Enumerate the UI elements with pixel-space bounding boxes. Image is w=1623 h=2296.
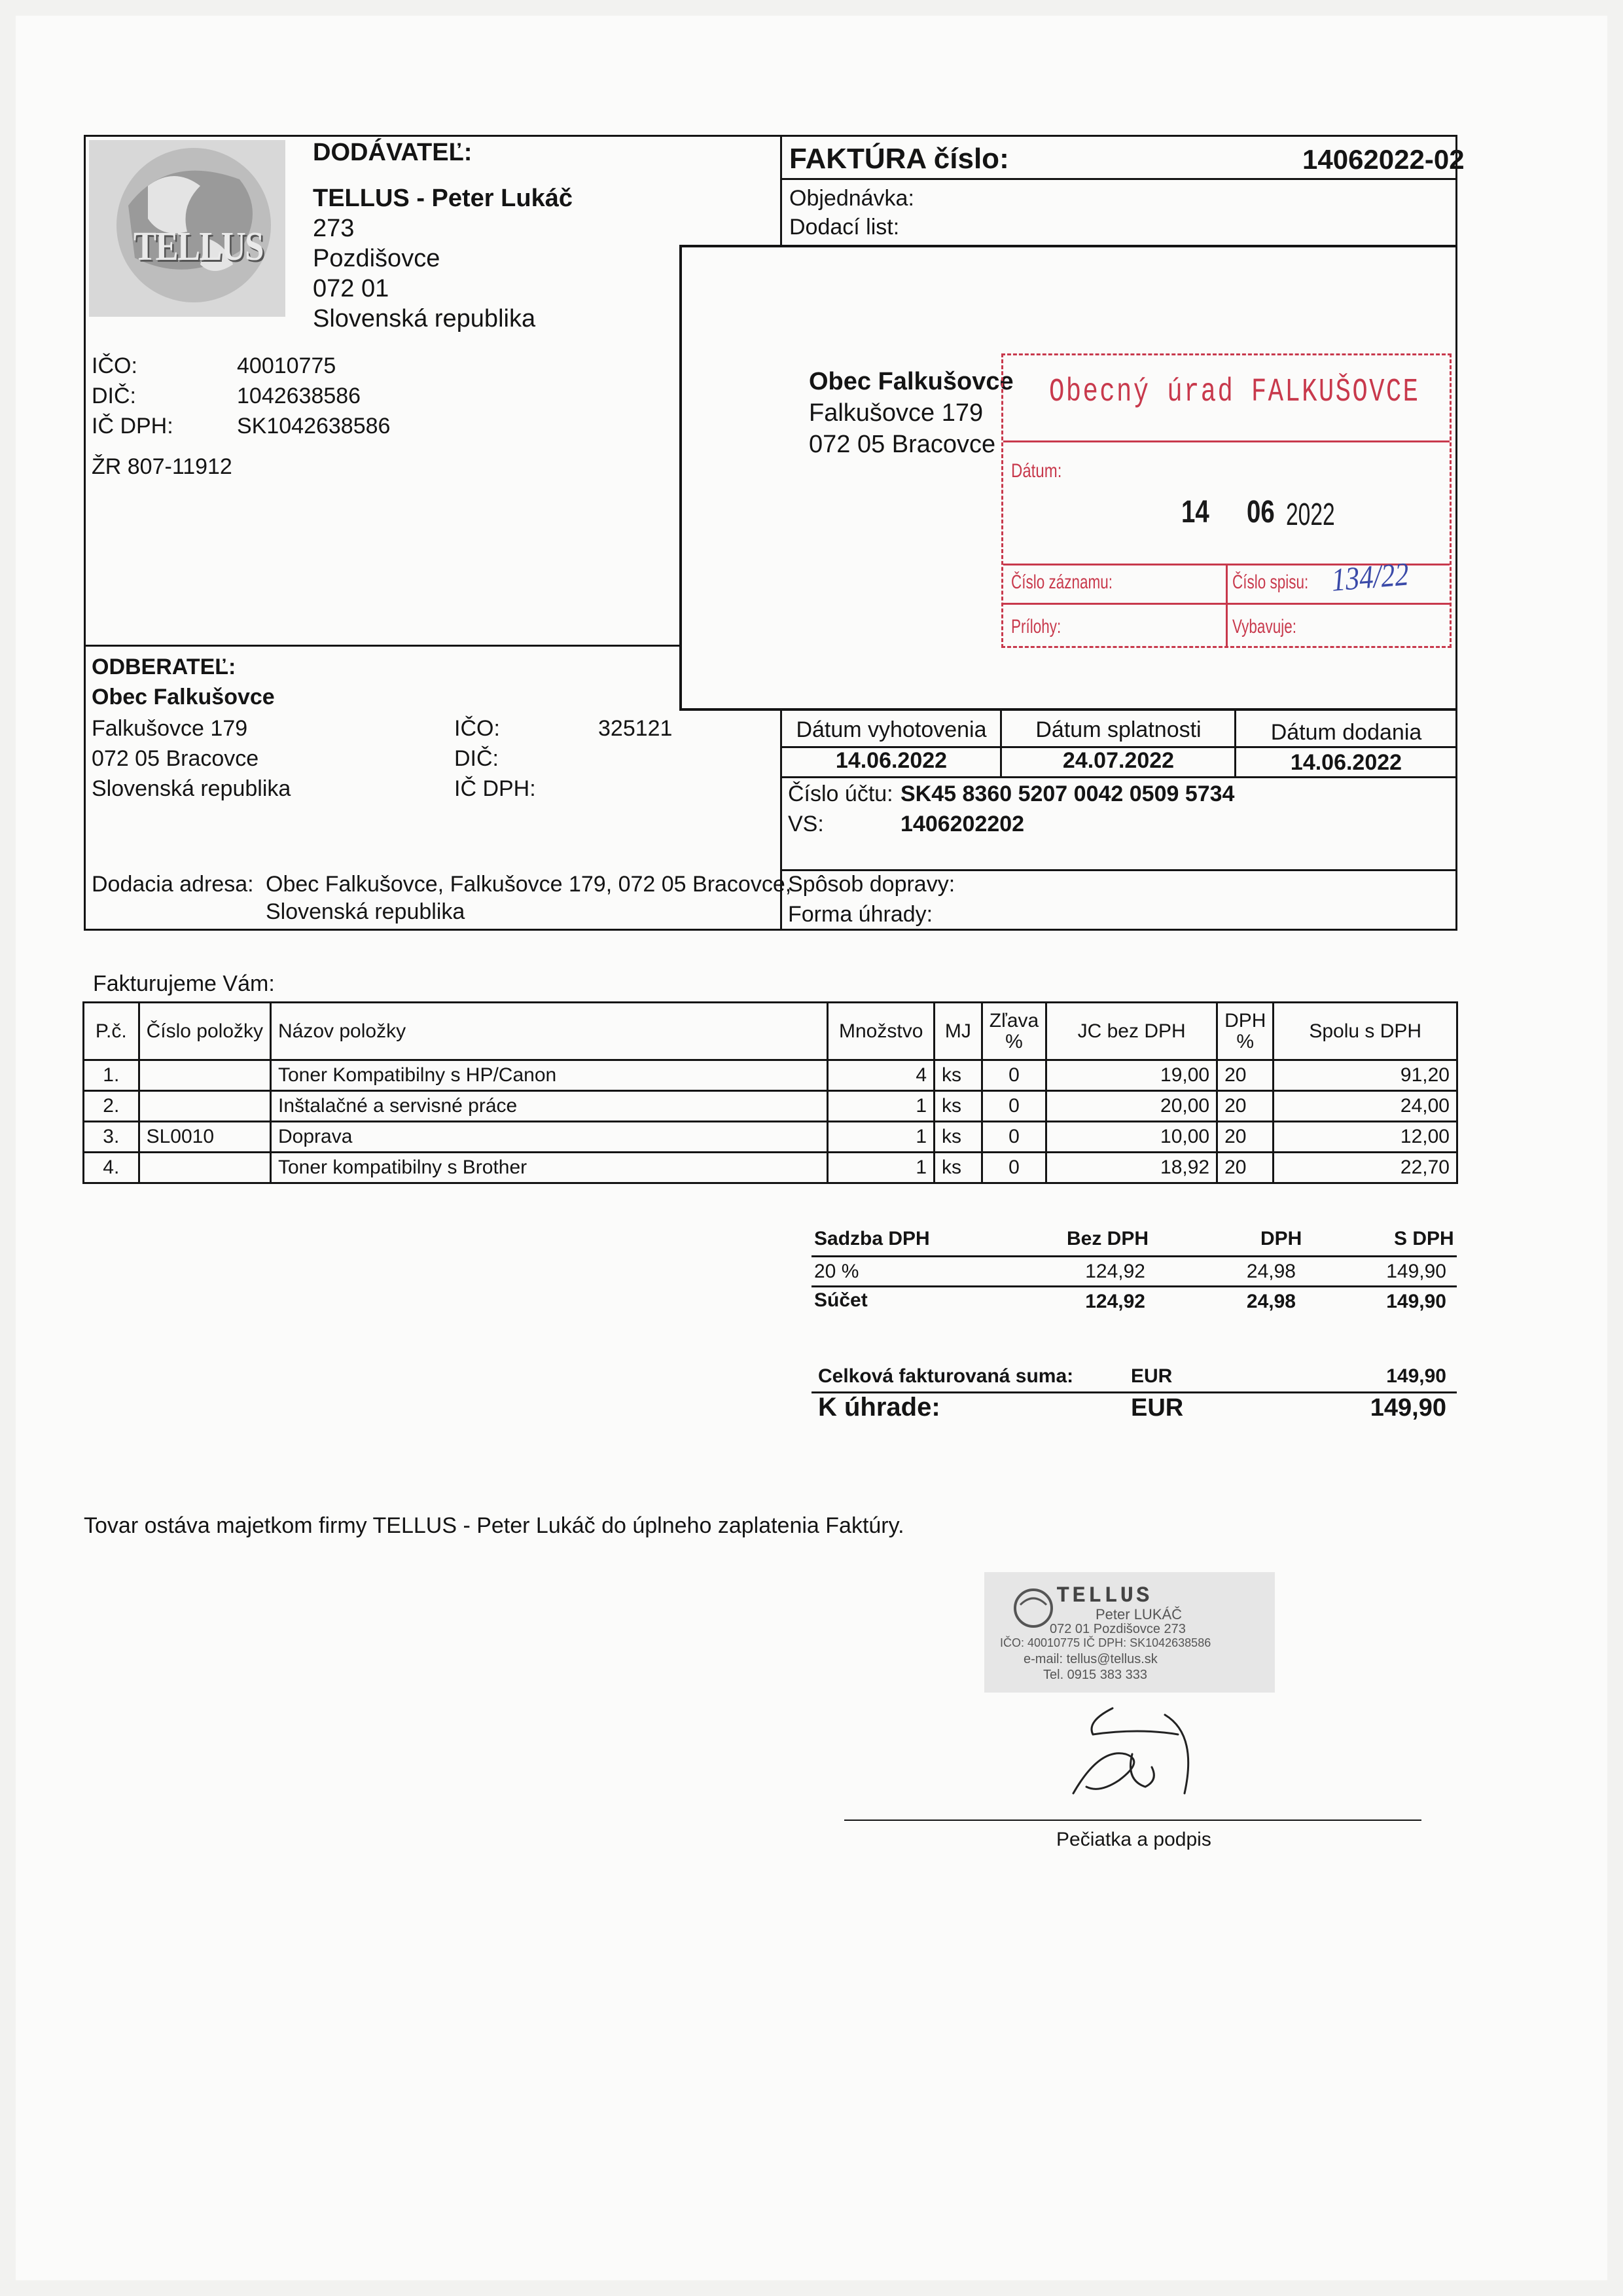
transport-label: Spôsob dopravy: xyxy=(788,872,955,897)
signature-line xyxy=(844,1820,1421,1821)
supplier-dic: 1042638586 xyxy=(237,384,361,408)
frame-top xyxy=(84,135,1457,137)
vat-header-line xyxy=(812,1255,1457,1257)
vat-rate: 20 % xyxy=(814,1261,859,1282)
item-pc: 3. xyxy=(84,1122,139,1153)
col-vat-header-l1: DPH xyxy=(1224,1009,1266,1031)
invoice-divider xyxy=(780,135,782,245)
item-mj: ks xyxy=(935,1122,982,1153)
office-stamp-handles-label: Vybavuje: xyxy=(1232,616,1296,637)
supplier-zip: 072 01 xyxy=(313,275,389,302)
invoice-title: FAKTÚRA číslo: xyxy=(789,143,1009,175)
col-total-header: Spolu s DPH xyxy=(1274,1003,1457,1060)
col-discount-header xyxy=(982,1003,1046,1060)
recipient-street: Falkušovce 179 xyxy=(809,399,984,427)
item-unit-price: 20,00 xyxy=(1046,1091,1217,1122)
supplier-dic-label: DIČ: xyxy=(92,384,136,408)
item-vat: 20 xyxy=(1217,1060,1274,1091)
recipient-city: 072 05 Bracovce xyxy=(809,431,996,458)
item-discount: 0 xyxy=(982,1091,1046,1122)
item-discount: 0 xyxy=(982,1122,1046,1153)
frame-bottom xyxy=(84,929,1457,931)
item-code xyxy=(139,1091,270,1122)
items-intro: Fakturujeme Vám: xyxy=(93,971,275,996)
customer-icdph-label: IČ DPH: xyxy=(454,776,536,801)
item-qty: 1 xyxy=(828,1153,935,1183)
customer-street: Falkušovce 179 xyxy=(92,716,248,741)
item-name: Doprava xyxy=(271,1122,828,1153)
delivery-note-label: Dodací list: xyxy=(789,215,900,240)
item-discount: 0 xyxy=(982,1153,1046,1183)
signature-label: Pečiatka a podpis xyxy=(1056,1829,1211,1850)
vat-sum-line xyxy=(812,1285,1457,1287)
customer-ico: 325121 xyxy=(598,716,673,741)
account-number: SK45 8360 5207 0042 0509 5734 xyxy=(901,781,1235,806)
frame-left xyxy=(84,135,86,931)
customer-name: Obec Falkušovce xyxy=(92,685,275,709)
col-price-header: JC bez DPH xyxy=(1046,1003,1217,1060)
due-date: 24.07.2022 xyxy=(1062,748,1175,773)
delivery-date-label: Dátum dodania xyxy=(1270,720,1422,745)
item-mj: ks xyxy=(935,1060,982,1091)
account-label: Číslo účtu: xyxy=(788,781,893,806)
dates-left-border xyxy=(780,711,782,931)
supplier-ico-label: IČO: xyxy=(92,353,137,378)
supplier-ico: 40010775 xyxy=(237,353,336,378)
office-stamp-file-label: Číslo spisu: xyxy=(1232,571,1309,593)
item-qty: 1 xyxy=(828,1091,935,1122)
handwritten-signature xyxy=(1047,1695,1217,1813)
office-stamp-date-year: 2022 xyxy=(1286,497,1335,532)
item-total: 24,00 xyxy=(1274,1091,1457,1122)
vat-base: 124,92 xyxy=(1085,1261,1145,1282)
item-vat: 20 xyxy=(1217,1153,1274,1183)
item-unit-price: 10,00 xyxy=(1046,1122,1217,1153)
vat-sum-gross: 149,90 xyxy=(1386,1291,1446,1312)
amount-due: 149,90 xyxy=(1370,1394,1446,1422)
stamp-company-name: TELLUS xyxy=(1056,1584,1152,1609)
payment-method-label: Forma úhrady: xyxy=(788,902,933,927)
vat-base-header: Bez DPH xyxy=(1067,1228,1149,1249)
dates-divider-1 xyxy=(1000,711,1002,778)
transport-top-line xyxy=(780,869,1457,871)
customer-dic-label: DIČ: xyxy=(454,746,499,771)
supplier-logo xyxy=(89,140,285,317)
supplier-trade-register: ŽR 807-11912 xyxy=(92,454,232,479)
supplier-country: Slovenská republika xyxy=(313,305,536,332)
dates-divider-2 xyxy=(1234,711,1236,778)
recipient-name: Obec Falkušovce xyxy=(809,368,1014,395)
delivery-date: 14.06.2022 xyxy=(1290,750,1402,775)
item-code xyxy=(139,1060,270,1091)
item-code xyxy=(139,1153,270,1183)
office-stamp-line-3 xyxy=(1003,603,1450,605)
table-row xyxy=(84,1122,1457,1153)
vat-sum-base: 124,92 xyxy=(1085,1291,1145,1312)
office-stamp-attachments-label: Prílohy: xyxy=(1011,616,1061,637)
item-pc: 1. xyxy=(84,1060,139,1091)
item-qty: 1 xyxy=(828,1122,935,1153)
col-name-header: Názov položky xyxy=(271,1003,828,1060)
office-stamp-line-1 xyxy=(1003,440,1450,442)
invoiced-total-label: Celková fakturovaná suma: xyxy=(818,1365,1074,1387)
vat-amount-header: DPH xyxy=(1260,1228,1302,1249)
col-vat-header xyxy=(1217,1003,1274,1060)
table-row xyxy=(84,1153,1457,1183)
amount-due-label: K úhrade: xyxy=(818,1393,940,1422)
delivery-address-label: Dodacia adresa: xyxy=(92,872,254,897)
item-mj: ks xyxy=(935,1091,982,1122)
item-unit-price: 19,00 xyxy=(1046,1060,1217,1091)
office-stamp-date-label: Dátum: xyxy=(1011,460,1062,482)
items-header-row xyxy=(84,1003,1457,1060)
office-stamp-title: Obecný úrad FALKUŠOVCE xyxy=(1049,374,1420,411)
vat-gross: 149,90 xyxy=(1386,1261,1446,1282)
customer-ico-label: IČO: xyxy=(454,716,500,741)
item-mj: ks xyxy=(935,1153,982,1183)
issue-date-label: Dátum vyhotovenia xyxy=(796,717,987,742)
item-discount: 0 xyxy=(982,1060,1046,1091)
item-vat: 20 xyxy=(1217,1122,1274,1153)
vat-sum-label: Súčet xyxy=(814,1289,868,1311)
supplier-city: Pozdišovce xyxy=(313,245,440,272)
customer-city: 072 05 Bracovce xyxy=(92,746,259,771)
stamp-line-2: 072 01 Pozdišovce 273 xyxy=(1050,1622,1186,1636)
invoiced-total: 149,90 xyxy=(1386,1365,1446,1387)
supplier-icdph: SK1042638586 xyxy=(237,414,391,439)
stamp-line-5: Tel. 0915 383 333 xyxy=(1043,1668,1148,1682)
items-table xyxy=(82,1001,1458,1184)
office-registry-stamp xyxy=(1001,353,1452,648)
col-discount-header-l1: Zľava xyxy=(989,1009,1039,1031)
item-name: Toner Kompatibilny s HP/Canon xyxy=(271,1060,828,1091)
col-code-header: Číslo položky xyxy=(139,1003,270,1060)
table-row xyxy=(84,1060,1457,1091)
frame-right xyxy=(1455,135,1457,931)
stamp-line-3: IČO: 40010775 IČ DPH: SK1042638586 xyxy=(1000,1636,1211,1649)
amount-due-currency: EUR xyxy=(1131,1394,1184,1422)
item-qty: 4 xyxy=(828,1060,935,1091)
variable-symbol: 1406202202 xyxy=(901,812,1025,836)
col-mj-header: MJ xyxy=(935,1003,982,1060)
invoice-number: 14062022-02 xyxy=(1302,144,1465,175)
invoice-title-line xyxy=(780,178,1457,180)
supplier-heading: DODÁVATEĽ: xyxy=(313,139,473,166)
item-name: Inštalačné a servisné práce xyxy=(271,1091,828,1122)
supplier-street: 273 xyxy=(313,215,355,242)
office-stamp-divider xyxy=(1226,564,1228,646)
col-pc-header: P.č. xyxy=(84,1003,139,1060)
stamp-line-1: Peter LUKÁČ xyxy=(1096,1606,1183,1623)
vat-gross-header: S DPH xyxy=(1394,1228,1454,1249)
company-stamp xyxy=(984,1572,1275,1693)
item-pc: 2. xyxy=(84,1091,139,1122)
delivery-address-line2: Slovenská republika xyxy=(266,899,465,924)
item-pc: 4. xyxy=(84,1153,139,1183)
item-total: 22,70 xyxy=(1274,1153,1457,1183)
item-vat: 20 xyxy=(1217,1091,1274,1122)
invoiced-total-currency: EUR xyxy=(1131,1365,1173,1387)
logo-wordmark: TELLUS xyxy=(134,224,263,269)
order-label: Objednávka: xyxy=(789,186,914,211)
col-qty-header: Množstvo xyxy=(828,1003,935,1060)
customer-country: Slovenská republika xyxy=(92,776,291,801)
supplier-name: TELLUS - Peter Lukáč xyxy=(313,185,573,212)
item-code: SL0010 xyxy=(139,1122,270,1153)
item-name: Toner kompatibilny s Brother xyxy=(271,1153,828,1183)
col-discount-header-l2: % xyxy=(1005,1030,1023,1052)
vat-amount: 24,98 xyxy=(1246,1261,1296,1282)
issue-date: 14.06.2022 xyxy=(835,748,948,773)
office-stamp-file-value: 134/22 xyxy=(1330,555,1410,598)
delivery-address-line1: Obec Falkušovce, Falkušovce 179, 072 05 Bracovce, xyxy=(266,872,792,897)
item-total: 12,00 xyxy=(1274,1122,1457,1153)
vat-rate-header: Sadzba DPH xyxy=(814,1228,930,1249)
ownership-note: Tovar ostáva majetkom firmy TELLUS - Peter Lukáč do úplneho zaplatenia Faktúry. xyxy=(84,1513,904,1538)
office-stamp-record-label: Číslo záznamu: xyxy=(1011,571,1113,593)
office-stamp-date-day: 14 xyxy=(1181,495,1209,529)
table-row xyxy=(84,1091,1457,1122)
col-vat-header-l2: % xyxy=(1236,1030,1255,1052)
vat-sum-amount: 24,98 xyxy=(1246,1291,1296,1312)
customer-heading: ODBERATEĽ: xyxy=(92,655,236,679)
item-unit-price: 18,92 xyxy=(1046,1153,1217,1183)
stamp-line-4: e-mail: tellus@tellus.sk xyxy=(1024,1652,1158,1666)
dates-bottom-line xyxy=(780,776,1457,778)
item-total: 91,20 xyxy=(1274,1060,1457,1091)
supplier-icdph-label: IČ DPH: xyxy=(92,414,173,439)
supplier-bottom-line xyxy=(84,645,681,647)
vs-label: VS: xyxy=(788,812,824,836)
office-stamp-date-month: 06 xyxy=(1247,495,1275,529)
due-date-label: Dátum splatnosti xyxy=(1035,717,1202,742)
